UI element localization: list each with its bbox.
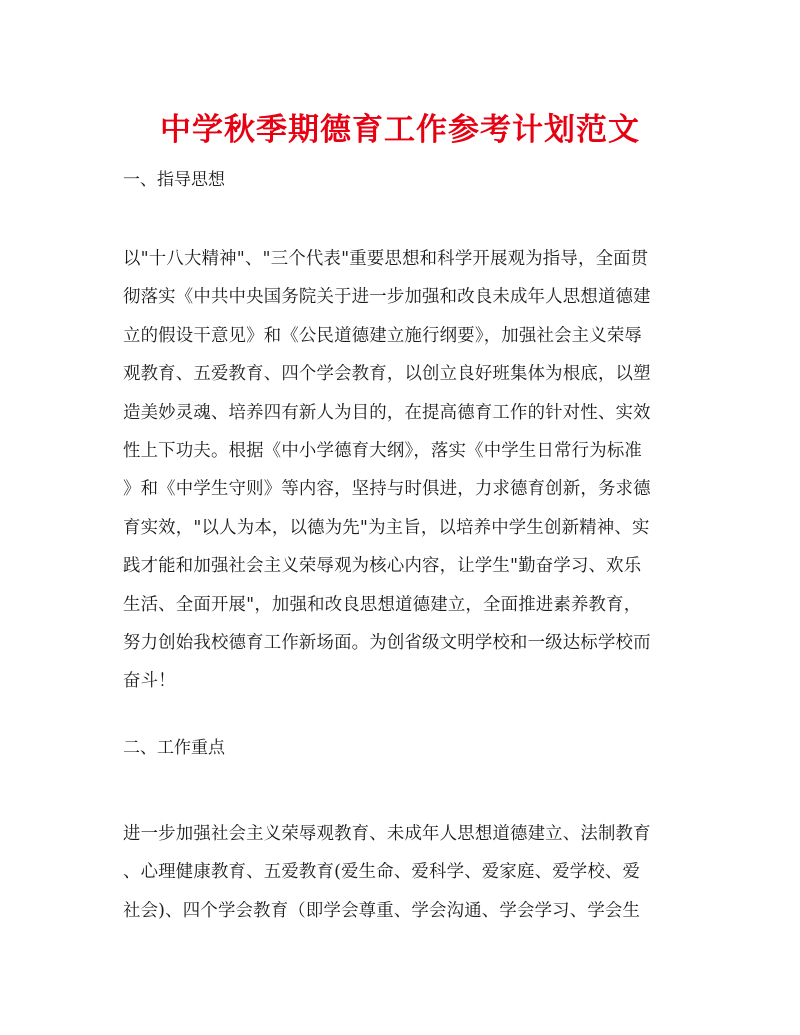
paragraph-line: 彻落实《中共中央国务院关于进一步加强和改良未成年人思想道德建 [123, 287, 651, 308]
paragraph-line: 奋斗！ [123, 671, 176, 692]
paragraph-line: 立的假设干意见》和《公民道德建立施行纲要》，加强社会主义荣辱 [123, 325, 643, 346]
paragraph-work-focus [123, 815, 679, 930]
paragraph-line: 以"十八大精神"、"三个代表"重要思想和科学开展观为指导，全面贯 [123, 249, 649, 269]
paragraph-line: 进一步加强社会主义荣辱观教育、未成年人思想道德建立、法制教育 [123, 824, 651, 844]
paragraph-guiding-thought [123, 240, 679, 701]
paragraph-line: 》和《中学生守则》等内容，坚持与时俱进，力求德育创新，务求德 [123, 479, 651, 500]
section-heading-guiding-thought: 一、指导思想 [123, 170, 225, 190]
paragraph-line: 育实效，"以人为本，以德为先"为主旨，以培养中学生创新精神、实 [123, 517, 650, 538]
paragraph-line: 性上下功夫。根据《中小学德育大纲》，落实《中学生日常行为标准 [123, 440, 643, 461]
paragraph-line: 践才能和加强社会主义荣辱观为核心内容，让学生"勤奋学习、欢乐 [123, 556, 642, 577]
paragraph-line: 观教育、五爱教育、四个学会教育，以创立良好班集体为根底，以塑 [123, 364, 651, 385]
section-heading-work-focus: 二、工作重点 [123, 738, 225, 758]
paragraph-line: 、心理健康教育、五爱教育(爱生命、爱科学、爱家庭、爱学校、爱 [123, 862, 641, 883]
paragraph-line: 造美妙灵魂、培养四有新人为目的，在提高德育工作的针对性、实效 [123, 402, 651, 423]
document-title: 中学秋季期德育工作参考计划范文 [160, 112, 640, 148]
paragraph-line: 努力创始我校德育工作新场面。为创省级文明学校和一级达标学校而 [123, 632, 651, 653]
paragraph-line: 社会)、四个学会教育（即学会尊重、学会沟通、学会学习、学会生 [123, 900, 641, 921]
paragraph-line: 生活、全面开展"，加强和改良思想道德建立，全面推进素养教育， [123, 594, 642, 615]
